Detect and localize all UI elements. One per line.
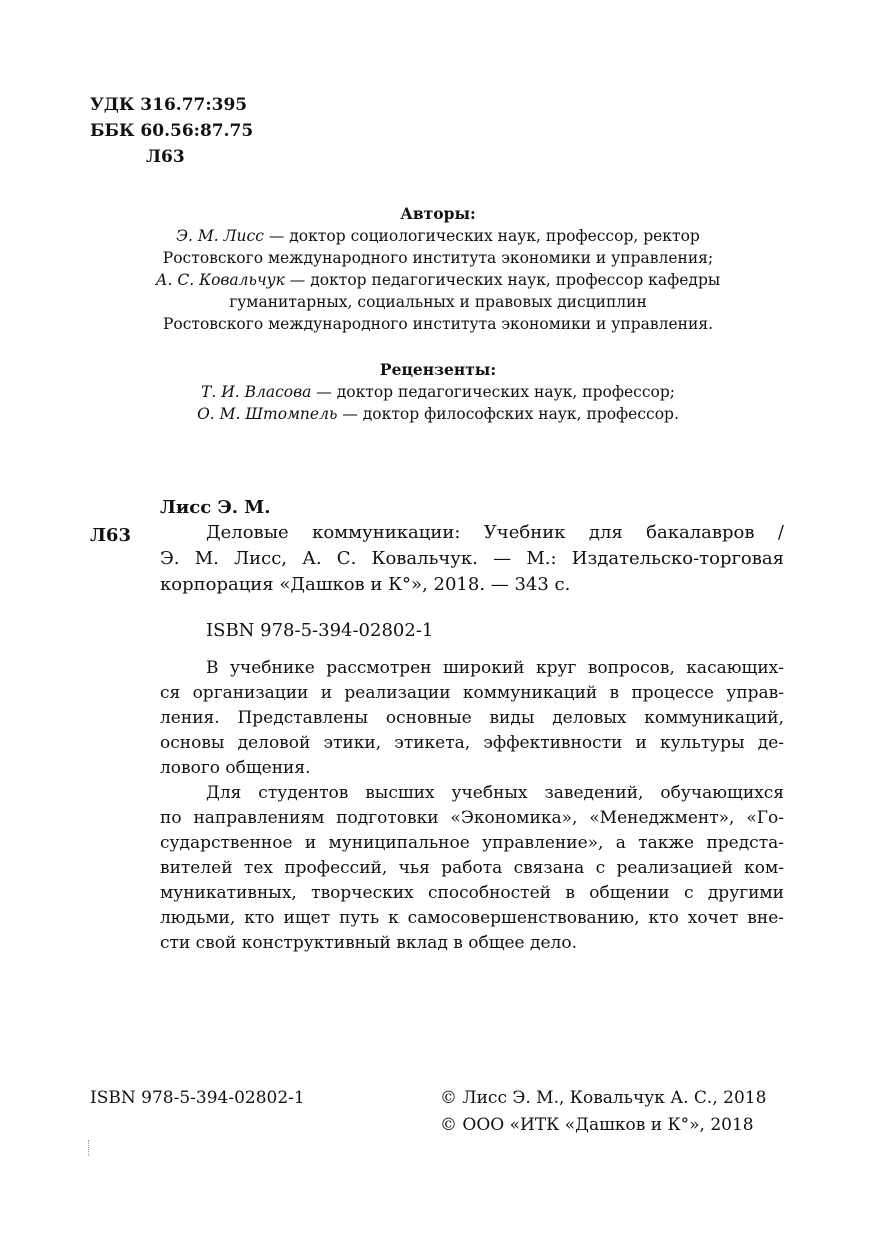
author1-line2: Ростовского международного института экономики и управления; — [162, 249, 714, 267]
footer-copyrights — [440, 1085, 766, 1139]
reviewer2-name: О. М. Штомпель — [197, 405, 338, 423]
reviewer2-desc: — доктор философских наук, профессор. — [337, 405, 679, 423]
reviewers-heading: Рецензенты: — [379, 360, 497, 379]
annot-p1-line: лового общения. — [160, 758, 311, 778]
annot-p1-line: ся организации и реализации коммуникаций в процессе управ- — [160, 683, 784, 703]
author2-line3: Ростовского международного института экономики и управления. — [162, 315, 714, 333]
reviewer2-line — [0, 403, 876, 425]
reviewers-block — [0, 359, 876, 425]
udk-code: УДК 316.77:395 — [90, 95, 248, 115]
bbk-code: ББК 60.56:87.75 — [90, 121, 254, 141]
author2-line1 — [0, 269, 876, 291]
annot-p2-line: сударственное и муниципальное управление», а также предста- — [160, 833, 784, 853]
author1-desc: — доктор социологических наук, профессор, ректор — [263, 227, 700, 245]
classification-codes — [90, 92, 253, 170]
annot-p2-line: Для студентов высших учебных заведений, обучающихся — [206, 783, 784, 803]
author2-line2: гуманитарных, социальных и правовых дисциплин — [229, 293, 647, 311]
scan-mark — [88, 1140, 91, 1156]
annot-p1-line: основы деловой этики, этикета, эффективности и культуры де- — [160, 733, 784, 753]
annotation-paragraph-2 — [160, 781, 784, 956]
footer-isbn: ISBN 978-5-394-02802-1 — [90, 1088, 305, 1108]
entry-isbn: ISBN 978-5-394-02802-1 — [206, 620, 434, 641]
entry-side-mark: Л63 — [90, 525, 131, 546]
annot-p2-line: вителей тех профессий, чья работа связана с реализацией ком- — [160, 858, 784, 878]
annot-p2-line: сти свой конструктивный вклад в общее дело. — [160, 933, 577, 953]
authors-block — [0, 203, 876, 335]
annot-p2-line: муникативных, творческих способностей в общении с другими — [160, 883, 784, 903]
reviewer1-line — [0, 381, 876, 403]
author1-name: Э. М. Лисс — [176, 227, 264, 245]
entry-line-3: корпорация «Дашков и К°», 2018. — 343 с. — [160, 574, 571, 595]
annotation-paragraph-1 — [160, 656, 784, 781]
copyright-publisher: © ООО «ИТК «Дашков и К°», 2018 — [440, 1115, 754, 1135]
bibliographic-description — [160, 520, 784, 598]
author2-desc: — доктор педагогических наук, профессор кафедры — [284, 271, 721, 289]
reviewer1-name: Т. И. Власова — [201, 383, 312, 401]
authors-heading: Авторы: — [400, 204, 476, 223]
reviewer1-desc: — доктор педагогических наук, профессор; — [311, 383, 675, 401]
annot-p1-line: ления. Представлены основные виды деловых коммуникаций, — [160, 708, 784, 728]
annot-p1-line: В учебнике рассмотрен широкий круг вопросов, касающих- — [206, 658, 784, 678]
annot-p2-line: людьми, кто ищет путь к самосовершенствованию, кто хочет вне- — [160, 908, 784, 928]
entry-line-2: Э. М. Лисс, А. С. Ковальчук. — М.: Издательско-торговая — [160, 548, 784, 569]
author-mark: Л63 — [146, 147, 185, 167]
entry-line-1: Деловые коммуникации: Учебник для бакалавров / — [206, 522, 784, 543]
copyright-authors: © Лисс Э. М., Ковальчук А. С., 2018 — [440, 1088, 767, 1108]
author1-line1 — [0, 225, 876, 247]
author2-name: А. С. Ковальчук — [155, 271, 285, 289]
annot-p2-line: по направлениям подготовки «Экономика», «Менеджмент», «Го- — [160, 808, 784, 828]
entry-author-heading: Лисс Э. М. — [160, 497, 271, 518]
